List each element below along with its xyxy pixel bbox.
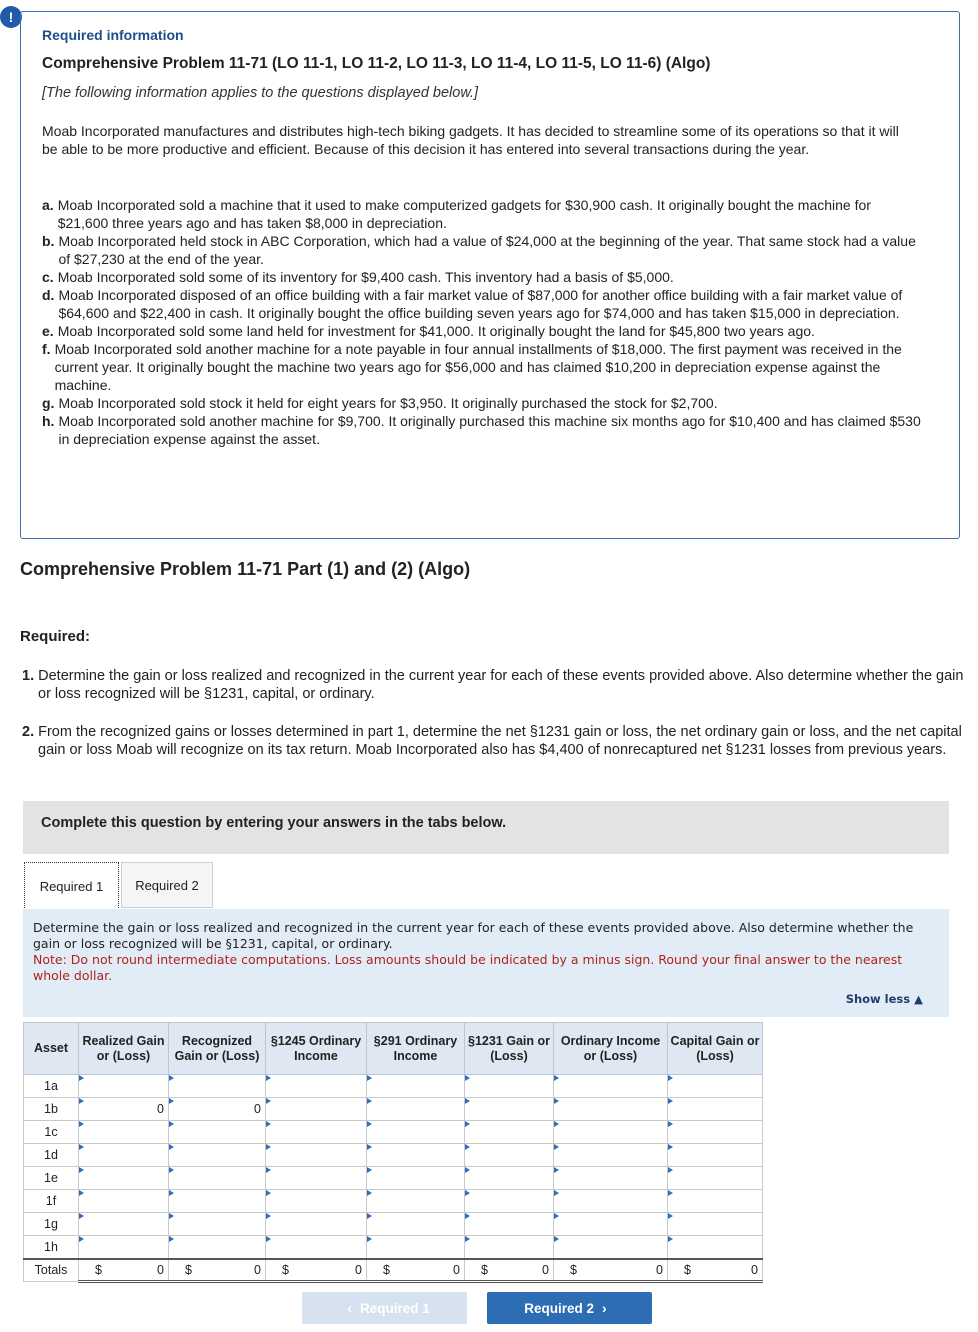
item-text: Moab Incorporated held stock in ABC Corporation, which had a value of $24,000 at the beginning of the year. That same stock had a value of $27,230 at the end of the year. bbox=[58, 233, 916, 267]
table-row bbox=[24, 1121, 763, 1144]
currency-symbol: $ bbox=[684, 1262, 691, 1277]
transaction-item bbox=[42, 268, 922, 286]
s1231-input[interactable] bbox=[465, 1236, 554, 1259]
caret-up-icon: ▲ bbox=[914, 992, 923, 1006]
asset-label: 1d bbox=[24, 1144, 79, 1167]
realized-input[interactable] bbox=[79, 1121, 169, 1144]
table-row bbox=[24, 1190, 763, 1213]
problem-subtitle: [The following information applies to the questions displayed below.] bbox=[42, 85, 479, 101]
col-header-291: §291 Ordinary Income bbox=[367, 1023, 465, 1075]
s291-input[interactable] bbox=[367, 1236, 465, 1259]
required-information-heading: Required information bbox=[42, 27, 184, 43]
show-less-label: Show less bbox=[845, 992, 911, 1006]
tab-required-1[interactable]: Required 1 bbox=[24, 862, 119, 910]
ordinary-input[interactable] bbox=[554, 1236, 668, 1259]
col-header-ordinary: Ordinary Income or (Loss) bbox=[554, 1023, 668, 1075]
prev-label: Required 1 bbox=[359, 1300, 430, 1316]
total-value: 0 bbox=[453, 1262, 460, 1277]
item-label: c. bbox=[42, 269, 54, 285]
s291-input[interactable] bbox=[367, 1190, 465, 1213]
recognized-input[interactable] bbox=[169, 1144, 266, 1167]
ordinary-input[interactable] bbox=[554, 1167, 668, 1190]
item-label: h. bbox=[42, 413, 55, 429]
s291-input[interactable] bbox=[367, 1121, 465, 1144]
recognized-input[interactable] bbox=[169, 1236, 266, 1259]
item-label: b. bbox=[42, 233, 55, 249]
col-header-capital: Capital Gain or (Loss) bbox=[668, 1023, 763, 1075]
answer-table bbox=[23, 1022, 763, 1283]
table-row bbox=[24, 1098, 763, 1121]
capital-input[interactable] bbox=[668, 1144, 763, 1167]
s1245-input[interactable] bbox=[266, 1144, 367, 1167]
recognized-total bbox=[169, 1259, 266, 1282]
next-label: Required 2 bbox=[524, 1300, 595, 1316]
capital-total bbox=[668, 1259, 763, 1282]
recognized-input[interactable] bbox=[169, 1167, 266, 1190]
transaction-item bbox=[42, 196, 922, 232]
transaction-item bbox=[42, 394, 922, 412]
realized-input[interactable] bbox=[79, 1190, 169, 1213]
s1231-input[interactable] bbox=[465, 1121, 554, 1144]
recognized-input[interactable] bbox=[169, 1121, 266, 1144]
item-text: Moab Incorporated sold some of its inventory for $9,400 cash. This inventory had a basis of $5,000. bbox=[57, 269, 674, 285]
total-value: 0 bbox=[157, 1262, 164, 1277]
tab-required-2[interactable]: Required 2 bbox=[121, 862, 213, 908]
currency-symbol: $ bbox=[570, 1262, 577, 1277]
item-label: g. bbox=[42, 395, 55, 411]
requirement-text: From the recognized gains or losses determined in part 1, determine the net §1231 gain or loss, the net ordinary gain or loss, and the net capital gain or loss Moab will recognize on its tax return. Moab Incorporated also has $4,400 of nonrecaptured net §1231 losses from previous years. bbox=[38, 724, 962, 758]
prev-required-1-button[interactable] bbox=[302, 1292, 467, 1324]
s291-total bbox=[367, 1259, 465, 1282]
col-header-asset: Asset bbox=[24, 1023, 79, 1075]
s291-input[interactable] bbox=[367, 1098, 465, 1121]
currency-symbol: $ bbox=[95, 1262, 102, 1277]
s291-input[interactable] bbox=[367, 1167, 465, 1190]
s291-input[interactable] bbox=[367, 1144, 465, 1167]
recognized-input[interactable] bbox=[169, 1213, 266, 1236]
capital-input[interactable] bbox=[668, 1121, 763, 1144]
transaction-item bbox=[42, 322, 922, 340]
part-title: Comprehensive Problem 11-71 Part (1) and (2) (Algo) bbox=[20, 559, 471, 579]
s1231-input[interactable] bbox=[465, 1075, 554, 1098]
capital-input[interactable] bbox=[668, 1098, 763, 1121]
ordinary-input[interactable] bbox=[554, 1190, 668, 1213]
item-text: Moab Incorporated sold another machine for $9,700. It originally purchased this machine six months ago for $10,400 and has claimed $530 in depreciation expense against the asset. bbox=[58, 413, 921, 447]
requirement-label: 1. bbox=[22, 668, 35, 684]
totals-label: Totals bbox=[24, 1259, 79, 1282]
asset-label: 1g bbox=[24, 1213, 79, 1236]
recognized-input[interactable] bbox=[169, 1190, 266, 1213]
ordinary-input[interactable] bbox=[554, 1121, 668, 1144]
chevron-left-icon: ‹ bbox=[347, 1300, 352, 1316]
currency-symbol: $ bbox=[481, 1262, 488, 1277]
s291-input[interactable] bbox=[367, 1213, 465, 1236]
s1245-input[interactable] bbox=[266, 1167, 367, 1190]
table-row bbox=[24, 1144, 763, 1167]
transaction-item bbox=[42, 412, 922, 448]
s1245-input[interactable] bbox=[266, 1121, 367, 1144]
currency-symbol: $ bbox=[185, 1262, 192, 1277]
table-row bbox=[24, 1213, 763, 1236]
capital-input[interactable] bbox=[668, 1236, 763, 1259]
s1231-input[interactable] bbox=[465, 1213, 554, 1236]
capital-input[interactable] bbox=[668, 1167, 763, 1190]
ordinary-input[interactable] bbox=[554, 1098, 668, 1121]
item-text: Moab Incorporated sold a machine that it used to make computerized gadgets for $30,900 cash. It originally bought the machine for $21,600 three years ago and has taken $8,000 in depreciation. bbox=[57, 197, 871, 231]
requirement-text: Determine the gain or loss realized and recognized in the current year for each of these events provided above. Also determine whether the gain or loss recognized will be §1231, capital, or ordinary. bbox=[38, 668, 964, 702]
total-value: 0 bbox=[751, 1262, 758, 1277]
panel-instruction: Determine the gain or loss realized and recognized in the current year for each of these events provided above. Also determine whether the gain or loss recognized will be §1231, capital, or ordinary. bbox=[33, 920, 914, 951]
ordinary-input[interactable] bbox=[554, 1144, 668, 1167]
item-label: e. bbox=[42, 323, 54, 339]
transaction-item bbox=[42, 340, 922, 394]
total-value: 0 bbox=[355, 1262, 362, 1277]
s1245-input[interactable] bbox=[266, 1098, 367, 1121]
col-header-1231: §1231 Gain or (Loss) bbox=[465, 1023, 554, 1075]
s1231-input[interactable] bbox=[465, 1144, 554, 1167]
transaction-item bbox=[42, 286, 922, 322]
asset-label: 1b bbox=[24, 1098, 79, 1121]
s1245-input[interactable] bbox=[266, 1236, 367, 1259]
asset-label: 1h bbox=[24, 1236, 79, 1259]
table-header-row bbox=[24, 1023, 763, 1075]
table-row bbox=[24, 1236, 763, 1259]
s1231-input[interactable] bbox=[465, 1167, 554, 1190]
currency-symbol: $ bbox=[383, 1262, 390, 1277]
recognized-input[interactable]: 0 bbox=[169, 1098, 266, 1121]
asset-label: 1c bbox=[24, 1121, 79, 1144]
requirement-2 bbox=[20, 723, 965, 759]
col-header-1245: §1245 Ordinary Income bbox=[266, 1023, 367, 1075]
ordinary-input[interactable] bbox=[554, 1075, 668, 1098]
ordinary-input[interactable] bbox=[554, 1213, 668, 1236]
item-text: Moab Incorporated sold some land held for investment for $41,000. It originally bought the land for $45,800 two years ago. bbox=[57, 323, 815, 339]
totals-row bbox=[24, 1259, 763, 1282]
col-header-realized: Realized Gain or (Loss) bbox=[79, 1023, 169, 1075]
chevron-right-icon: › bbox=[602, 1300, 607, 1316]
required-heading: Required: bbox=[20, 628, 91, 645]
realized-input[interactable] bbox=[79, 1236, 169, 1259]
complete-instructions-bar: Complete this question by entering your answers in the tabs below. bbox=[23, 801, 949, 854]
tab-panel bbox=[23, 909, 949, 1017]
total-value: 0 bbox=[542, 1262, 549, 1277]
total-value: 0 bbox=[656, 1262, 663, 1277]
s291-input[interactable] bbox=[367, 1075, 465, 1098]
s1245-input[interactable] bbox=[266, 1075, 367, 1098]
asset-label: 1e bbox=[24, 1167, 79, 1190]
realized-input[interactable]: 0 bbox=[79, 1098, 169, 1121]
currency-symbol: $ bbox=[282, 1262, 289, 1277]
s1231-total bbox=[465, 1259, 554, 1282]
s1231-input[interactable] bbox=[465, 1190, 554, 1213]
col-header-recognized: Recognized Gain or (Loss) bbox=[169, 1023, 266, 1075]
table-row bbox=[24, 1167, 763, 1190]
item-label: d. bbox=[42, 287, 55, 303]
requirement-label: 2. bbox=[22, 724, 35, 740]
realized-input[interactable] bbox=[79, 1075, 169, 1098]
item-label: f. bbox=[42, 341, 51, 357]
item-text: Moab Incorporated sold stock it held for eight years for $3,950. It originally purchased the stock for $2,700. bbox=[58, 395, 718, 411]
total-value: 0 bbox=[254, 1262, 261, 1277]
problem-intro: Moab Incorporated manufactures and distributes high-tech biking gadgets. It has decided to streamline some of its operations so that it will be able to be more productive and efficient. Because of this decision it has entered into several transactions during the year. bbox=[42, 123, 899, 157]
item-text: Moab Incorporated disposed of an office building with a fair market value of $87,000 for another office building with a fair market value of $64,600 and $22,400 in cash. It originally bought the office building seven years ago for $74,000 and has taken $15,000 in depreciation. bbox=[58, 287, 903, 321]
asset-label: 1f bbox=[24, 1190, 79, 1213]
realized-input[interactable] bbox=[79, 1213, 169, 1236]
capital-input[interactable] bbox=[668, 1075, 763, 1098]
s1231-input[interactable] bbox=[465, 1098, 554, 1121]
item-text: Moab Incorporated sold another machine for a note payable in four annual installments of $18,000. The first payment was received in the current year. It originally bought the machine two years ago for $56,000 and has claimed $10,200 in depreciation expense against the machine. bbox=[54, 341, 902, 393]
realized-total bbox=[79, 1259, 169, 1282]
show-less-link[interactable] bbox=[846, 991, 923, 1007]
transaction-item bbox=[42, 232, 922, 268]
realized-input[interactable] bbox=[79, 1144, 169, 1167]
s1245-total bbox=[266, 1259, 367, 1282]
panel-note: Note: Do not round intermediate computations. Loss amounts should be indicated by a minus sign. Round your final answer to the nearest whole dollar. bbox=[33, 952, 903, 983]
table-row bbox=[24, 1075, 763, 1098]
problem-title: Comprehensive Problem 11-71 (LO 11-1, LO 11-2, LO 11-3, LO 11-4, LO 11-5, LO 11-6) (Algo) bbox=[42, 55, 711, 72]
capital-input[interactable] bbox=[668, 1190, 763, 1213]
asset-label: 1a bbox=[24, 1075, 79, 1098]
realized-input[interactable] bbox=[79, 1167, 169, 1190]
transaction-list bbox=[42, 196, 922, 448]
capital-input[interactable] bbox=[668, 1213, 763, 1236]
requirement-1 bbox=[20, 667, 965, 703]
s1245-input[interactable] bbox=[266, 1213, 367, 1236]
ordinary-total bbox=[554, 1259, 668, 1282]
item-label: a. bbox=[42, 197, 54, 213]
s1245-input[interactable] bbox=[266, 1190, 367, 1213]
next-required-2-button[interactable] bbox=[487, 1292, 652, 1324]
recognized-input[interactable] bbox=[169, 1075, 266, 1098]
alert-icon: ! bbox=[0, 6, 22, 28]
